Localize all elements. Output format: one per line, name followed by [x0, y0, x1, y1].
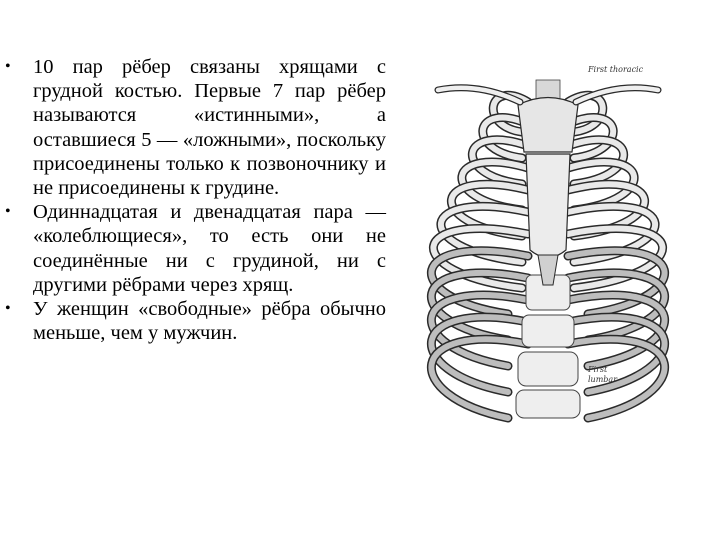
- bullet-icon: •: [5, 58, 11, 75]
- bullet-text: У женщин «свободные» рёбра обычно меньше, чем у мужчин.: [33, 298, 386, 345]
- bullet-text: Одиннадцатая и двенадцатая пара — «колеблющиеся», то есть они не соединённые ни с грудиной, ни с другими рёбрами через хрящ.: [33, 201, 386, 296]
- bullet-icon: •: [5, 300, 11, 318]
- rib-cage-illustration: [398, 60, 698, 440]
- bullet-item: [0, 200, 386, 297]
- bullet-list: [0, 55, 386, 345]
- label-first-thoracic: First thoracic: [588, 65, 644, 74]
- label-lumbar: lumbar: [588, 375, 618, 384]
- rib-outline: [431, 339, 528, 418]
- bullet-icon: •: [5, 203, 11, 221]
- rib-cage-drawing: [398, 60, 698, 440]
- label-first: First: [588, 365, 608, 374]
- bullet-item: [0, 297, 386, 345]
- bullet-text: 10 пар рёбер связаны хрящами с грудной костью. Первые 7 пар рёбер называются «истинными», а оставшиеся 5 — «ложными», поскольку присоединены только к позвоночнику и не присоединены к грудине.: [33, 56, 386, 200]
- bullet-item: [0, 55, 386, 200]
